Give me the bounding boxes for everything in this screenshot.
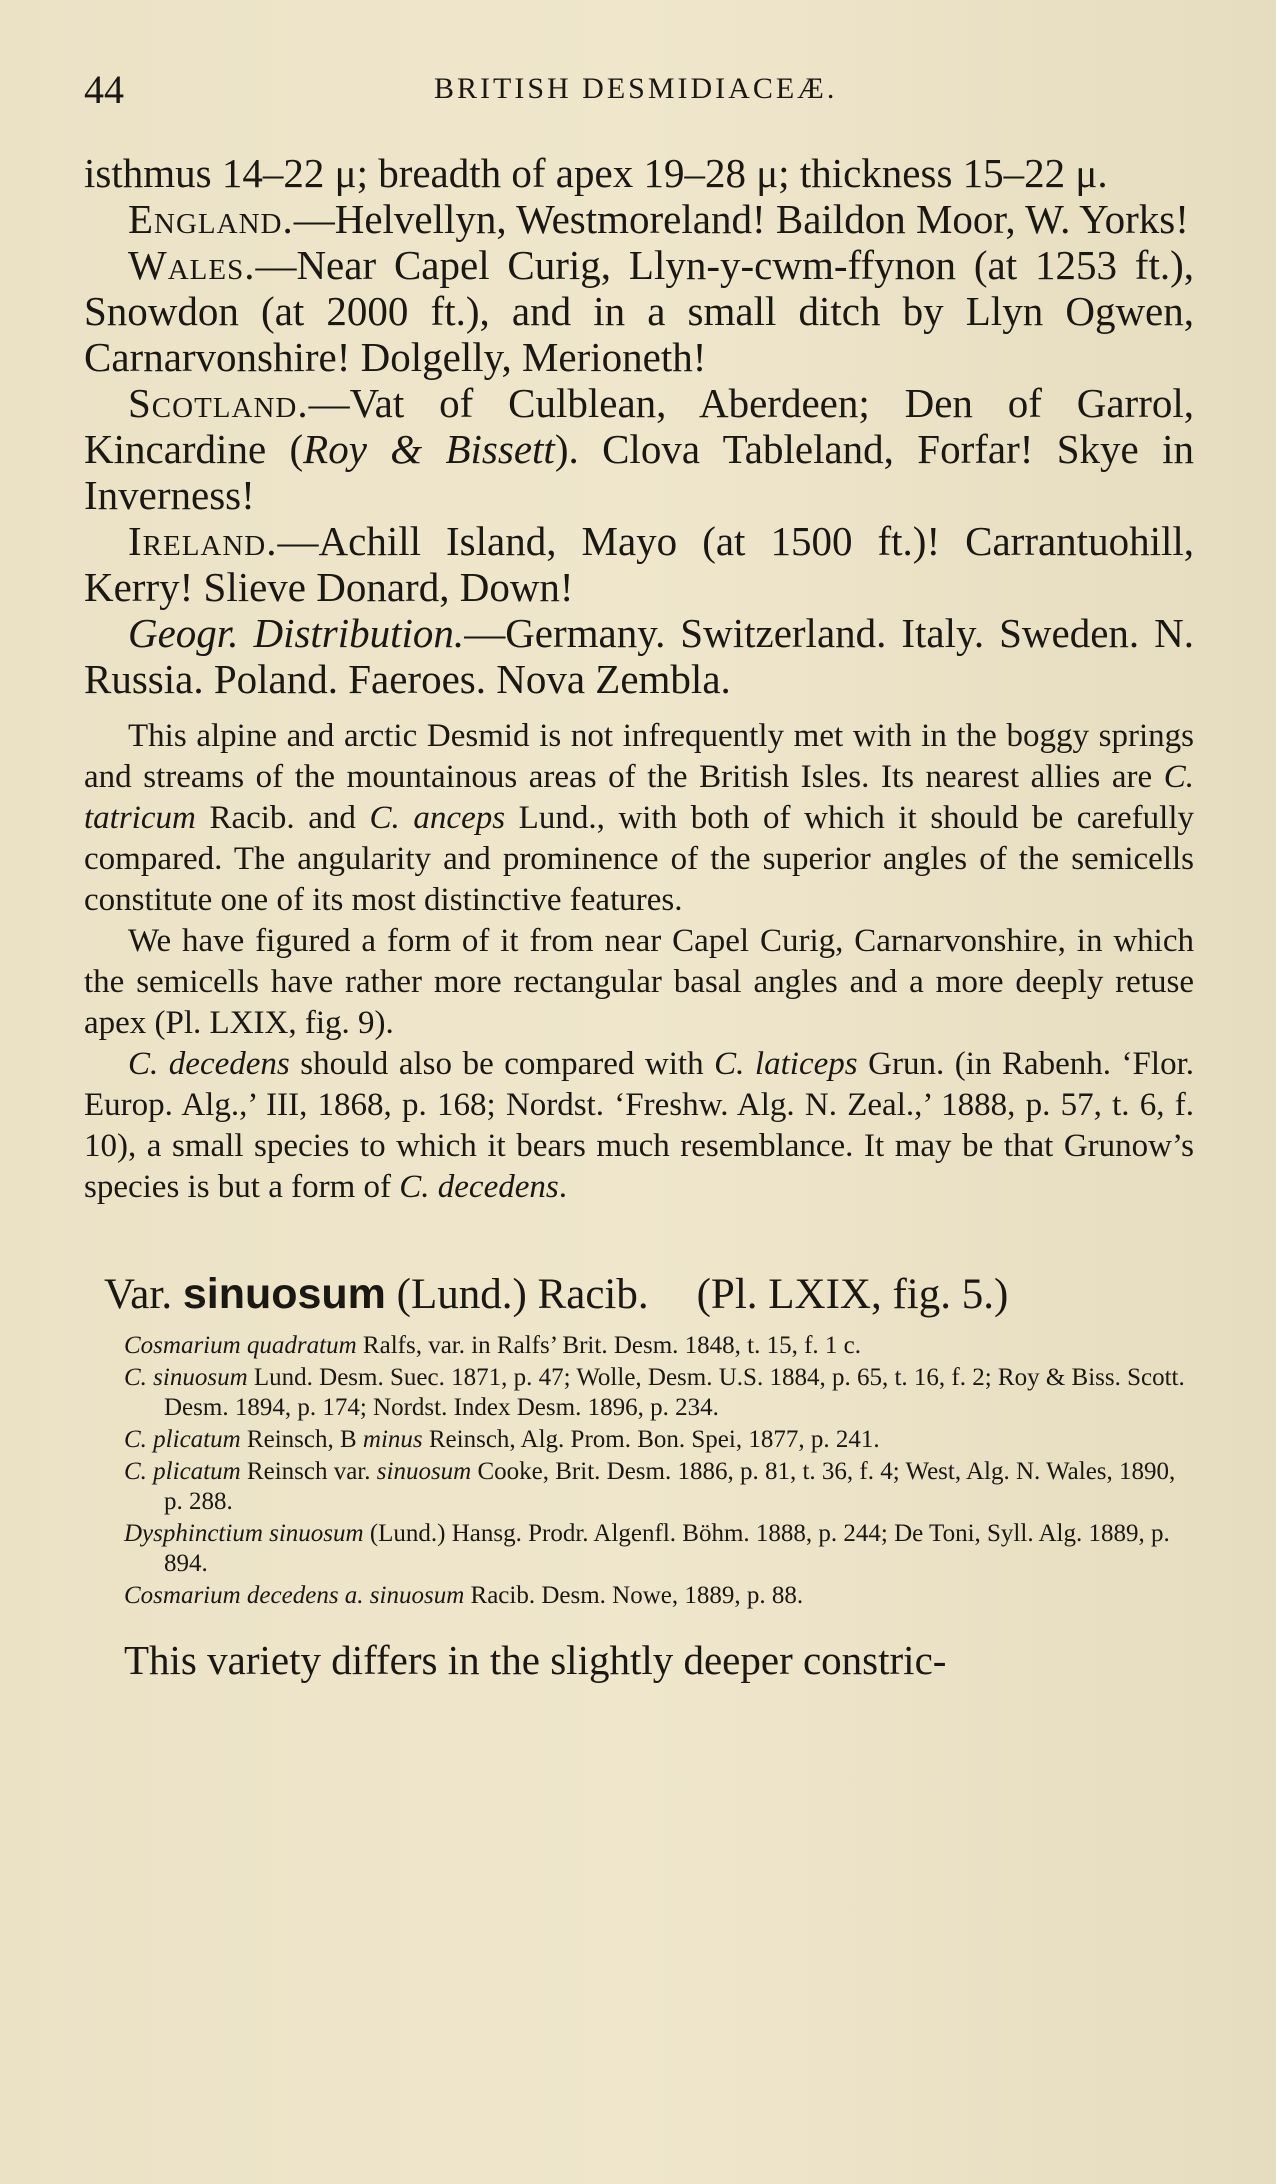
synonym-entry: C. plicatum Reinsch var. sinuosum Cooke, Brit. Desm. 1886, p. 81, t. 36, f. 4; West, Alg. N. Wales, 1890, p. 288. (124, 1458, 1176, 1515)
synonym-entry: Cosmarium quadratum Ralfs, var. in Ralfs’ Brit. Desm. 1848, t. 15, f. 1 c. (124, 1332, 862, 1359)
variety-heading: Var. sinuosum (Lund.) Racib. (Pl. LXIX, fig. 5.) (104, 1270, 1009, 1318)
page-body (84, 150, 1194, 1683)
locality-ireland: Ireland.—Achill Island, Mayo (at 1500 ft.)! Carrantuohill, Kerry! Slieve Donard, Down! (84, 518, 1194, 610)
page-header (84, 66, 1194, 116)
synonym-entry: C. sinuosum Lund. Desm. Suec. 1871, p. 47; Wolle, Desm. U.S. 1884, p. 65, t. 16, f. 2; Roy & Biss. Scott. Desm. 1894, p. 174; Nordst. Index Desm. 1896, p. 234. (124, 1364, 1185, 1421)
running-head: BRITISH DESMIDIACEÆ. (434, 72, 838, 105)
synonym-entry: Dysphinctium sinuosum (Lund.) Hansg. Prodr. Algenfl. Böhm. 1888, p. 244; De Toni, Syll. Alg. 1889, p. 894. (124, 1520, 1170, 1577)
synonym-entry: C. plicatum Reinsch, B minus Reinsch, Alg. Prom. Bon. Spei, 1877, p. 241. (124, 1426, 880, 1453)
geographic-distribution: Geogr. Distribution.—Germany. Switzerland. Italy. Sweden. N. Russia. Poland. Faeroes. Nova Zembla. (84, 610, 1194, 702)
discussion-paragraph-1: This alpine and arctic Desmid is not infrequently met with in the boggy springs and streams of the mountainous areas of the British Isles. Its nearest allies are C. tatricum Racib. and C. anceps Lund., with both of which it should be carefully compared. The angularity and prominence of the superior angles of the semicells constitute one of its most distinctive features. (84, 718, 1194, 918)
locality-wales: Wales.—Near Capel Curig, Llyn-y-cwm-ffynon (at 1253 ft.), Snowdon (at 2000 ft.), and in a small ditch by Llyn Ogwen, Carnarvonshire! Dolgelly, Merioneth! (84, 242, 1194, 380)
locality-england: England.—Helvellyn, Westmoreland! Baildon Moor, W. Yorks! (128, 196, 1189, 242)
locality-scotland: Scotland.—Vat of Culblean, Aberdeen; Den of Garrol, Kincardine (Roy & Bissett). Clova Tableland, Forfar! Skye in Inverness! (84, 380, 1194, 518)
measurements-line: isthmus 14–22 μ; breadth of apex 19–28 μ; thickness 15–22 μ. (84, 150, 1108, 196)
page-number: 44 (84, 67, 124, 112)
synonymy-list (124, 1331, 1194, 1611)
closing-line: This variety differs in the slightly deeper constric- (124, 1637, 947, 1683)
discussion-paragraph-3: C. decedens should also be compared with C. laticeps Grun. (in Rabenh. ‘Flor. Europ. Alg.,’ III, 1868, p. 168; Nordst. ‘Freshw. Alg. N. Zeal.,’ 1888, p. 57, t. 6, f. 10), a small species to which it bears much resemblance. It may be that Grunow’s species is but a form of C. decedens. (84, 1046, 1194, 1205)
synonym-entry: Cosmarium decedens a. sinuosum Racib. Desm. Nowe, 1889, p. 88. (124, 1582, 804, 1609)
discussion-paragraph-2: We have figured a form of it from near Capel Curig, Carnarvonshire, in which the semicells have rather more rectangular basal angles and a more deeply retuse apex (Pl. LXIX, fig. 9). (84, 923, 1194, 1041)
